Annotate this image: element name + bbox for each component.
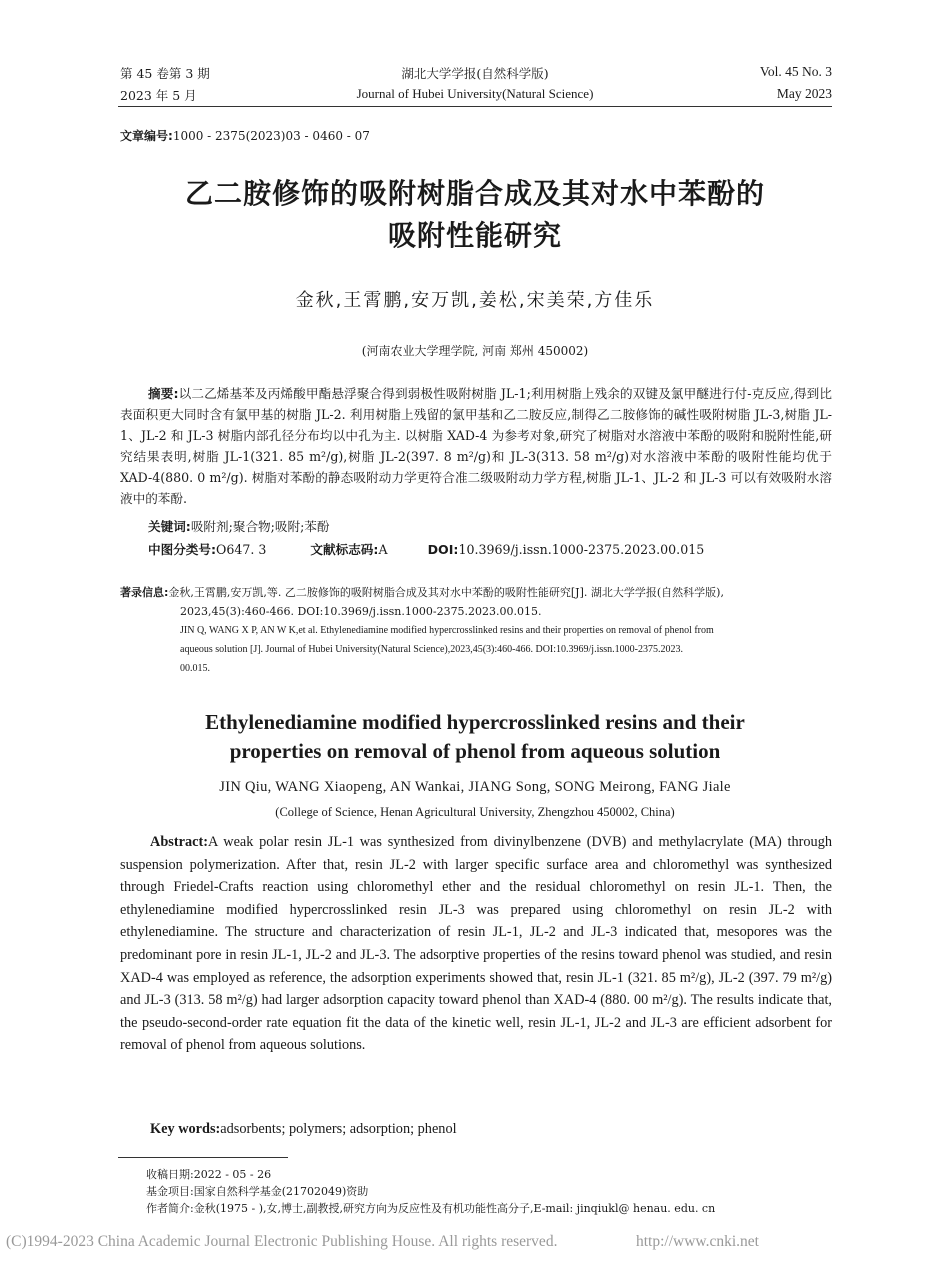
article-number-label: 文章编号: [120, 129, 173, 143]
cn-title-line1: 乙二胺修饰的吸附树脂合成及其对水中苯酚的 [184, 177, 765, 210]
en-title-line1: Ethylenediamine modified hypercrosslinked resins and their [205, 710, 745, 734]
clc-label: 中图分类号: [148, 542, 217, 557]
copyright-notice: (C)1994-2023 China Academic Journal Electronic Publishing House. All rights reserved. [6, 1233, 558, 1250]
citation-cn-line1: 金秋,王霄鹏,安万凯,等. 乙二胺修饰的吸附树脂合成及其对水中苯酚的吸附性能研究[J]. 湖北大学学报(自然科学版), [168, 586, 724, 599]
doi-value: 10.3969/j.issn.1000-2375.2023.00.015 [458, 542, 705, 557]
doi-label: DOI: [427, 542, 459, 557]
citation-en-line2: aqueous solution [J]. Journal of Hubei University(Natural Science),2023,45(3):460-466. DOI:10.3969/j.issn.1000-2375.2023. [180, 644, 683, 655]
citation-en-line1: JIN Q, WANG X P, AN W K,et al. Ethylenediamine modified hypercrosslinked resins and their properties on removal of phenol from [180, 625, 714, 636]
clc-value: O647. 3 [216, 542, 267, 557]
en-keywords [150, 1118, 457, 1141]
citation-block [120, 583, 724, 678]
citation-en-line3: 00.015. [180, 663, 210, 674]
cnki-url[interactable]: http://www.cnki.net [636, 1233, 759, 1250]
cn-title-line2: 吸附性能研究 [387, 219, 562, 252]
en-keywords-text: adsorbents; polymers; adsorption; phenol [220, 1121, 457, 1137]
en-authors: JIN Qiu, WANG Xiaopeng, AN Wankai, JIANG Song, SONG Meirong, FANG Jiale [219, 779, 731, 795]
cn-keywords-label: 关键词: [148, 519, 191, 534]
footnote-rule [118, 1157, 288, 1158]
footnote-author: 作者简介:金秋(1975 - ),女,博士,副教授,研究方向为反应性及有机功能性高分子,E-mail: jinqiukl@ henau. edu. cn [146, 1202, 716, 1215]
header-journal-en: Journal of Hubei University(Natural Science) [356, 86, 594, 101]
cn-authors: 金秋,王霄鹏,安万凯,姜松,宋美荣,方佳乐 [295, 290, 655, 311]
article-number [120, 127, 370, 144]
footnote-fund: 基金项目:国家自然科学基金(21702049)资助 [146, 1185, 369, 1198]
cn-keywords-text: 吸附剂;聚合物;吸附;苯酚 [190, 519, 330, 534]
doc-code-label: 文献标志码: [310, 542, 379, 557]
header-date: 2023 年 5 月 [120, 88, 197, 103]
doc-code-value: A [378, 542, 388, 557]
en-abstract-text: A weak polar resin JL-1 was synthesized from divinylbenzene (DVB) and methylacrylate (MA) through suspension polymerization. After that, resin JL-2 with larger specific surface area and chloromethyl was synthesized through Friedel-Crafts reaction using chloromethyl ether and the residual chloromethyl on resin JL-1. Then, the ethylenediamine modified hypercrosslinked resin JL-3 was prepared using chloromethyl on resin JL-2 with ethylenediamine. The structure and characterization of resin JL-1, JL-2 and JL-3 indicated that, mesopores was the predominant pore in resin JL-1, JL-2 and JL-3. The adsorptive properties of the resins toward phenol was studied, and resin XAD-4 was employed as reference, the adsorption experiments showed that, resin JL-1 (321. 85 m²/g), JL-2 (397. 79 m²/g) and JL-3 (313. 58 m²/g) had larger adsorption capacity toward phenol than XAD-4 (880. 00 m²/g). The results indicate that, the pseudo-second-order rate equation fit the data of the kinetic well, resin JL-1, JL-2 and JL-3 are efficient adsorbent for removal of phenol from aqueous solutions. [120, 834, 832, 1054]
cn-abstract [120, 383, 832, 509]
header-month-year: May 2023 [776, 86, 832, 101]
header-rule [118, 106, 832, 107]
en-title-line2: properties on removal of phenol from aqueous solution [229, 739, 721, 763]
cn-abstract-text: 以二乙烯基苯及丙烯酸甲酯悬浮聚合得到弱极性吸附树脂 JL-1;利用树脂上残余的双键及氯甲醚进行付-克反应,得到比表面积更大同时含有氯甲基的树脂 JL-2. 利用树脂上残留的氯甲基和乙二胺反应,制得乙二胺修饰的碱性吸附树脂 JL-3,树脂 JL-1、JL-2 和 JL-3 树脂内部孔径分布均以中孔为主. 以树脂 XAD-4 为参考对象,研究了树脂对水溶液中苯酚的吸附和脱附性能,研究结果表明,树脂 JL-1(321. 85 m²/g),树脂 JL-2(397. 8 m²/g)和 JL-3(313. 58 m²/g)对水溶液中苯酚的吸附性能均优于 XAD-4(880. 0 m²/g). 树脂对苯酚的静态吸附动力学更符合准二级吸附动力学方程,树脂 JL-1、JL-2 和 JL-3 可以有效吸附水溶液中的苯酚. [120, 386, 833, 506]
en-abstract-label: Abstract: [150, 834, 208, 850]
cn-keywords [148, 516, 330, 537]
header-volume-issue: 第 45 卷第 3 期 [120, 66, 210, 81]
article-number-value: 1000 - 2375(2023)03 - 0460 - 07 [172, 129, 370, 143]
en-affiliation: (College of Science, Henan Agricultural University, Zhengzhou 450002, China) [275, 805, 675, 819]
classification-line [148, 539, 704, 560]
cn-abstract-label: 摘要: [148, 386, 179, 401]
citation-label: 著录信息: [120, 586, 169, 599]
footnote-received: 收稿日期:2022 - 05 - 26 [146, 1168, 272, 1181]
cn-affiliation: (河南农业大学理学院, 河南 郑州 450002) [361, 344, 589, 358]
en-keywords-label: Key words: [150, 1121, 221, 1137]
header-vol-no: Vol. 45 No. 3 [759, 64, 832, 79]
header-journal-cn: 湖北大学学报(自然科学版) [401, 66, 549, 81]
citation-cn-line2: 2023,45(3):460-466. DOI:10.3969/j.issn.1000-2375.2023.00.015. [180, 605, 542, 618]
en-abstract [120, 831, 832, 1057]
